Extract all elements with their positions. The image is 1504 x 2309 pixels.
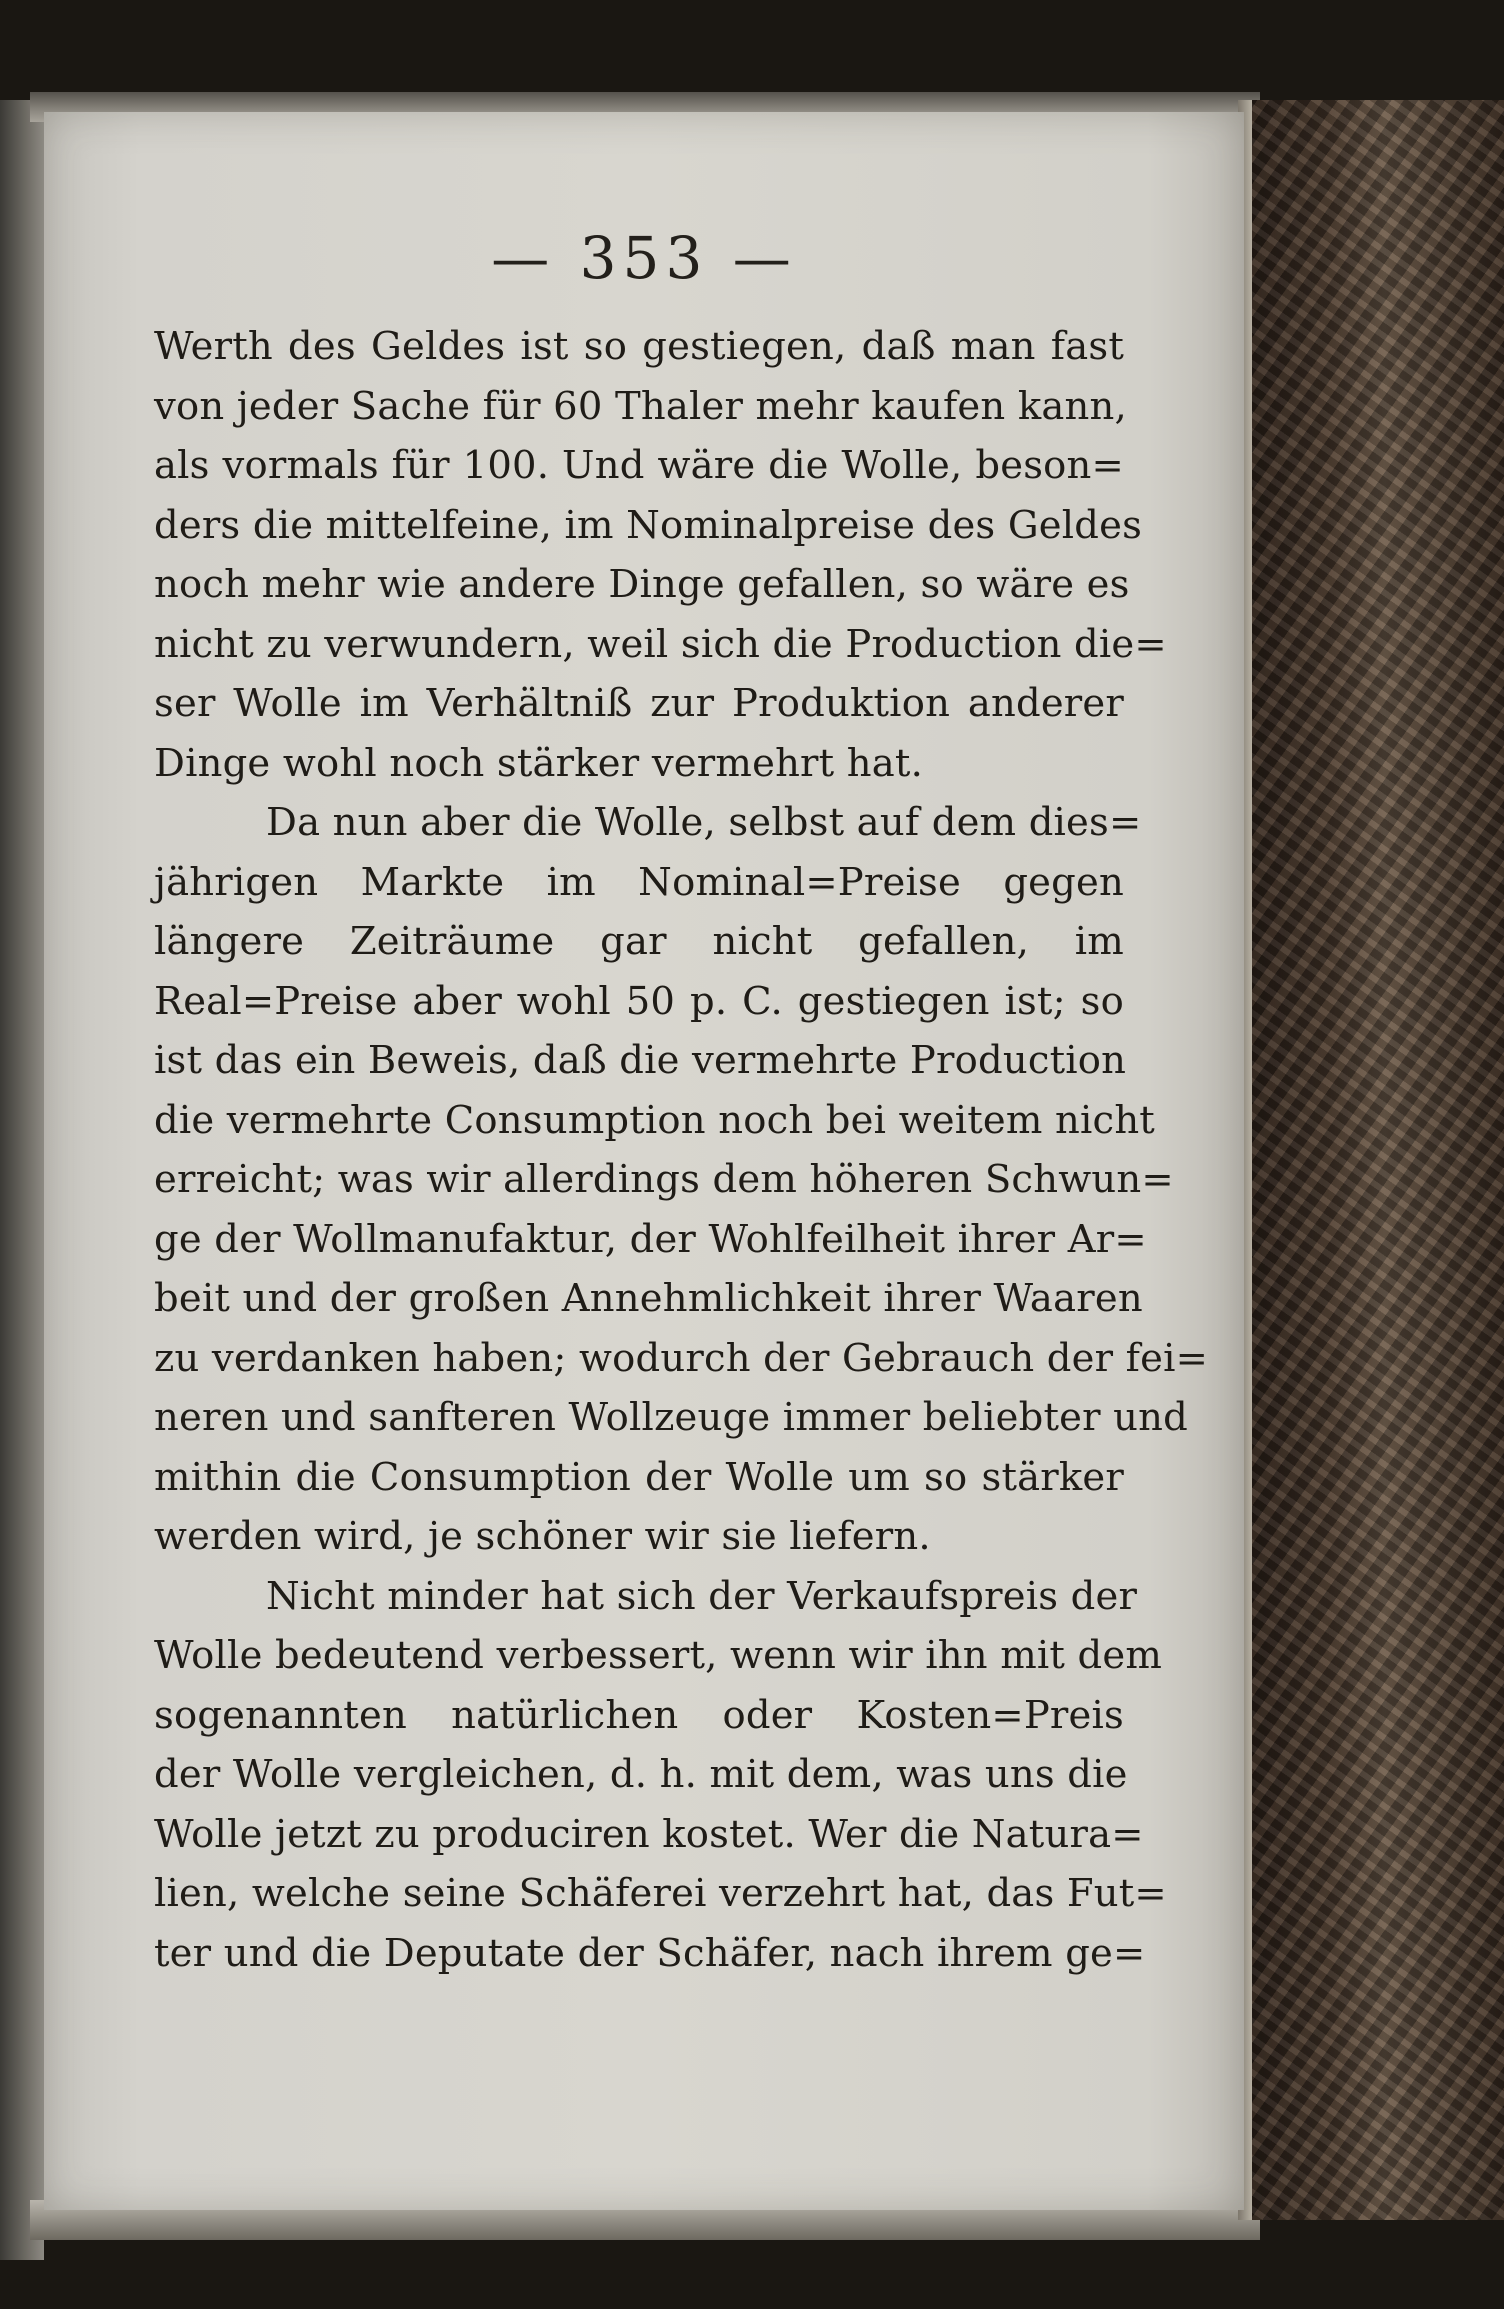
book-page [44, 112, 1244, 2210]
marbled-cover [1238, 100, 1504, 2220]
text-line: der Wolle vergleichen, d. h. mit dem, was uns die [154, 1752, 1128, 1797]
previous-page-edge [0, 100, 44, 2260]
text-line: Wolle jetzt zu produciren kostet. Wer die Natura= [154, 1811, 1144, 1857]
text-line: sogenannten natürlichen oder Kosten=Preis [154, 1692, 1124, 1738]
text-line: Real=Preise aber wohl 50 p. C. gestiegen ist; so [154, 978, 1124, 1024]
text-line: ser Wolle im Verhältniß zur Produktion anderer [154, 681, 1124, 726]
text-line: ter und die Deputate der Schäfer, nach ihrem ge= [154, 1930, 1146, 1976]
text-line: noch mehr wie andere Dinge gefallen, so wäre es [154, 562, 1130, 607]
text-line: neren und sanfteren Wollzeuge immer beliebter und [154, 1395, 1188, 1440]
text-line: von jeder Sache für 60 Thaler mehr kaufen kann, [154, 383, 1127, 429]
text-line: beit und der großen Annehmlichkeit ihrer Waaren [154, 1276, 1143, 1321]
page-number: — 353 — [491, 224, 797, 292]
text-line: ge der Wollmanufaktur, der Wohlfeilheit ihrer Ar= [154, 1216, 1147, 1262]
text-line: erreicht; was wir allerdings dem höheren Schwun= [154, 1157, 1174, 1202]
text-line: lien, welche seine Schäferei verzehrt hat, das Fut= [154, 1871, 1167, 1916]
text-line: Wolle bedeutend verbessert, wenn wir ihn mit dem [154, 1633, 1163, 1678]
text-line: nicht zu verwundern, weil sich die Production die= [154, 621, 1167, 667]
text-line: längere Zeiträume gar nicht gefallen, im [154, 919, 1124, 964]
text-line: zu verdanken haben; wodurch der Gebrauch der fei= [154, 1335, 1209, 1381]
text-line: Nicht minder hat sich der Verkaufspreis der [266, 1573, 1138, 1619]
body-text [154, 317, 1209, 1983]
text-line: ders die mittelfeine, im Nominalpreise des Geldes [154, 502, 1143, 548]
text-line: mithin die Consumption der Wolle um so stärker [154, 1454, 1124, 1500]
text-line: ist das ein Beweis, daß die vermehrte Production [154, 1038, 1127, 1083]
text-line: Da nun aber die Wolle, selbst auf dem dies= [266, 800, 1142, 845]
text-line: jährigen Markte im Nominal=Preise gegen [154, 859, 1124, 905]
text-line: als vormals für 100. Und wäre die Wolle, beson= [154, 443, 1124, 488]
text-line: werden wird, je schöner wir sie liefern. [154, 1514, 931, 1559]
text-line: Werth des Geldes ist so gestiegen, daß man fast [154, 324, 1124, 369]
text-line: die vermehrte Consumption noch bei weitem nicht [154, 1097, 1155, 1143]
text-line: Dinge wohl noch stärker vermehrt hat. [154, 740, 924, 786]
